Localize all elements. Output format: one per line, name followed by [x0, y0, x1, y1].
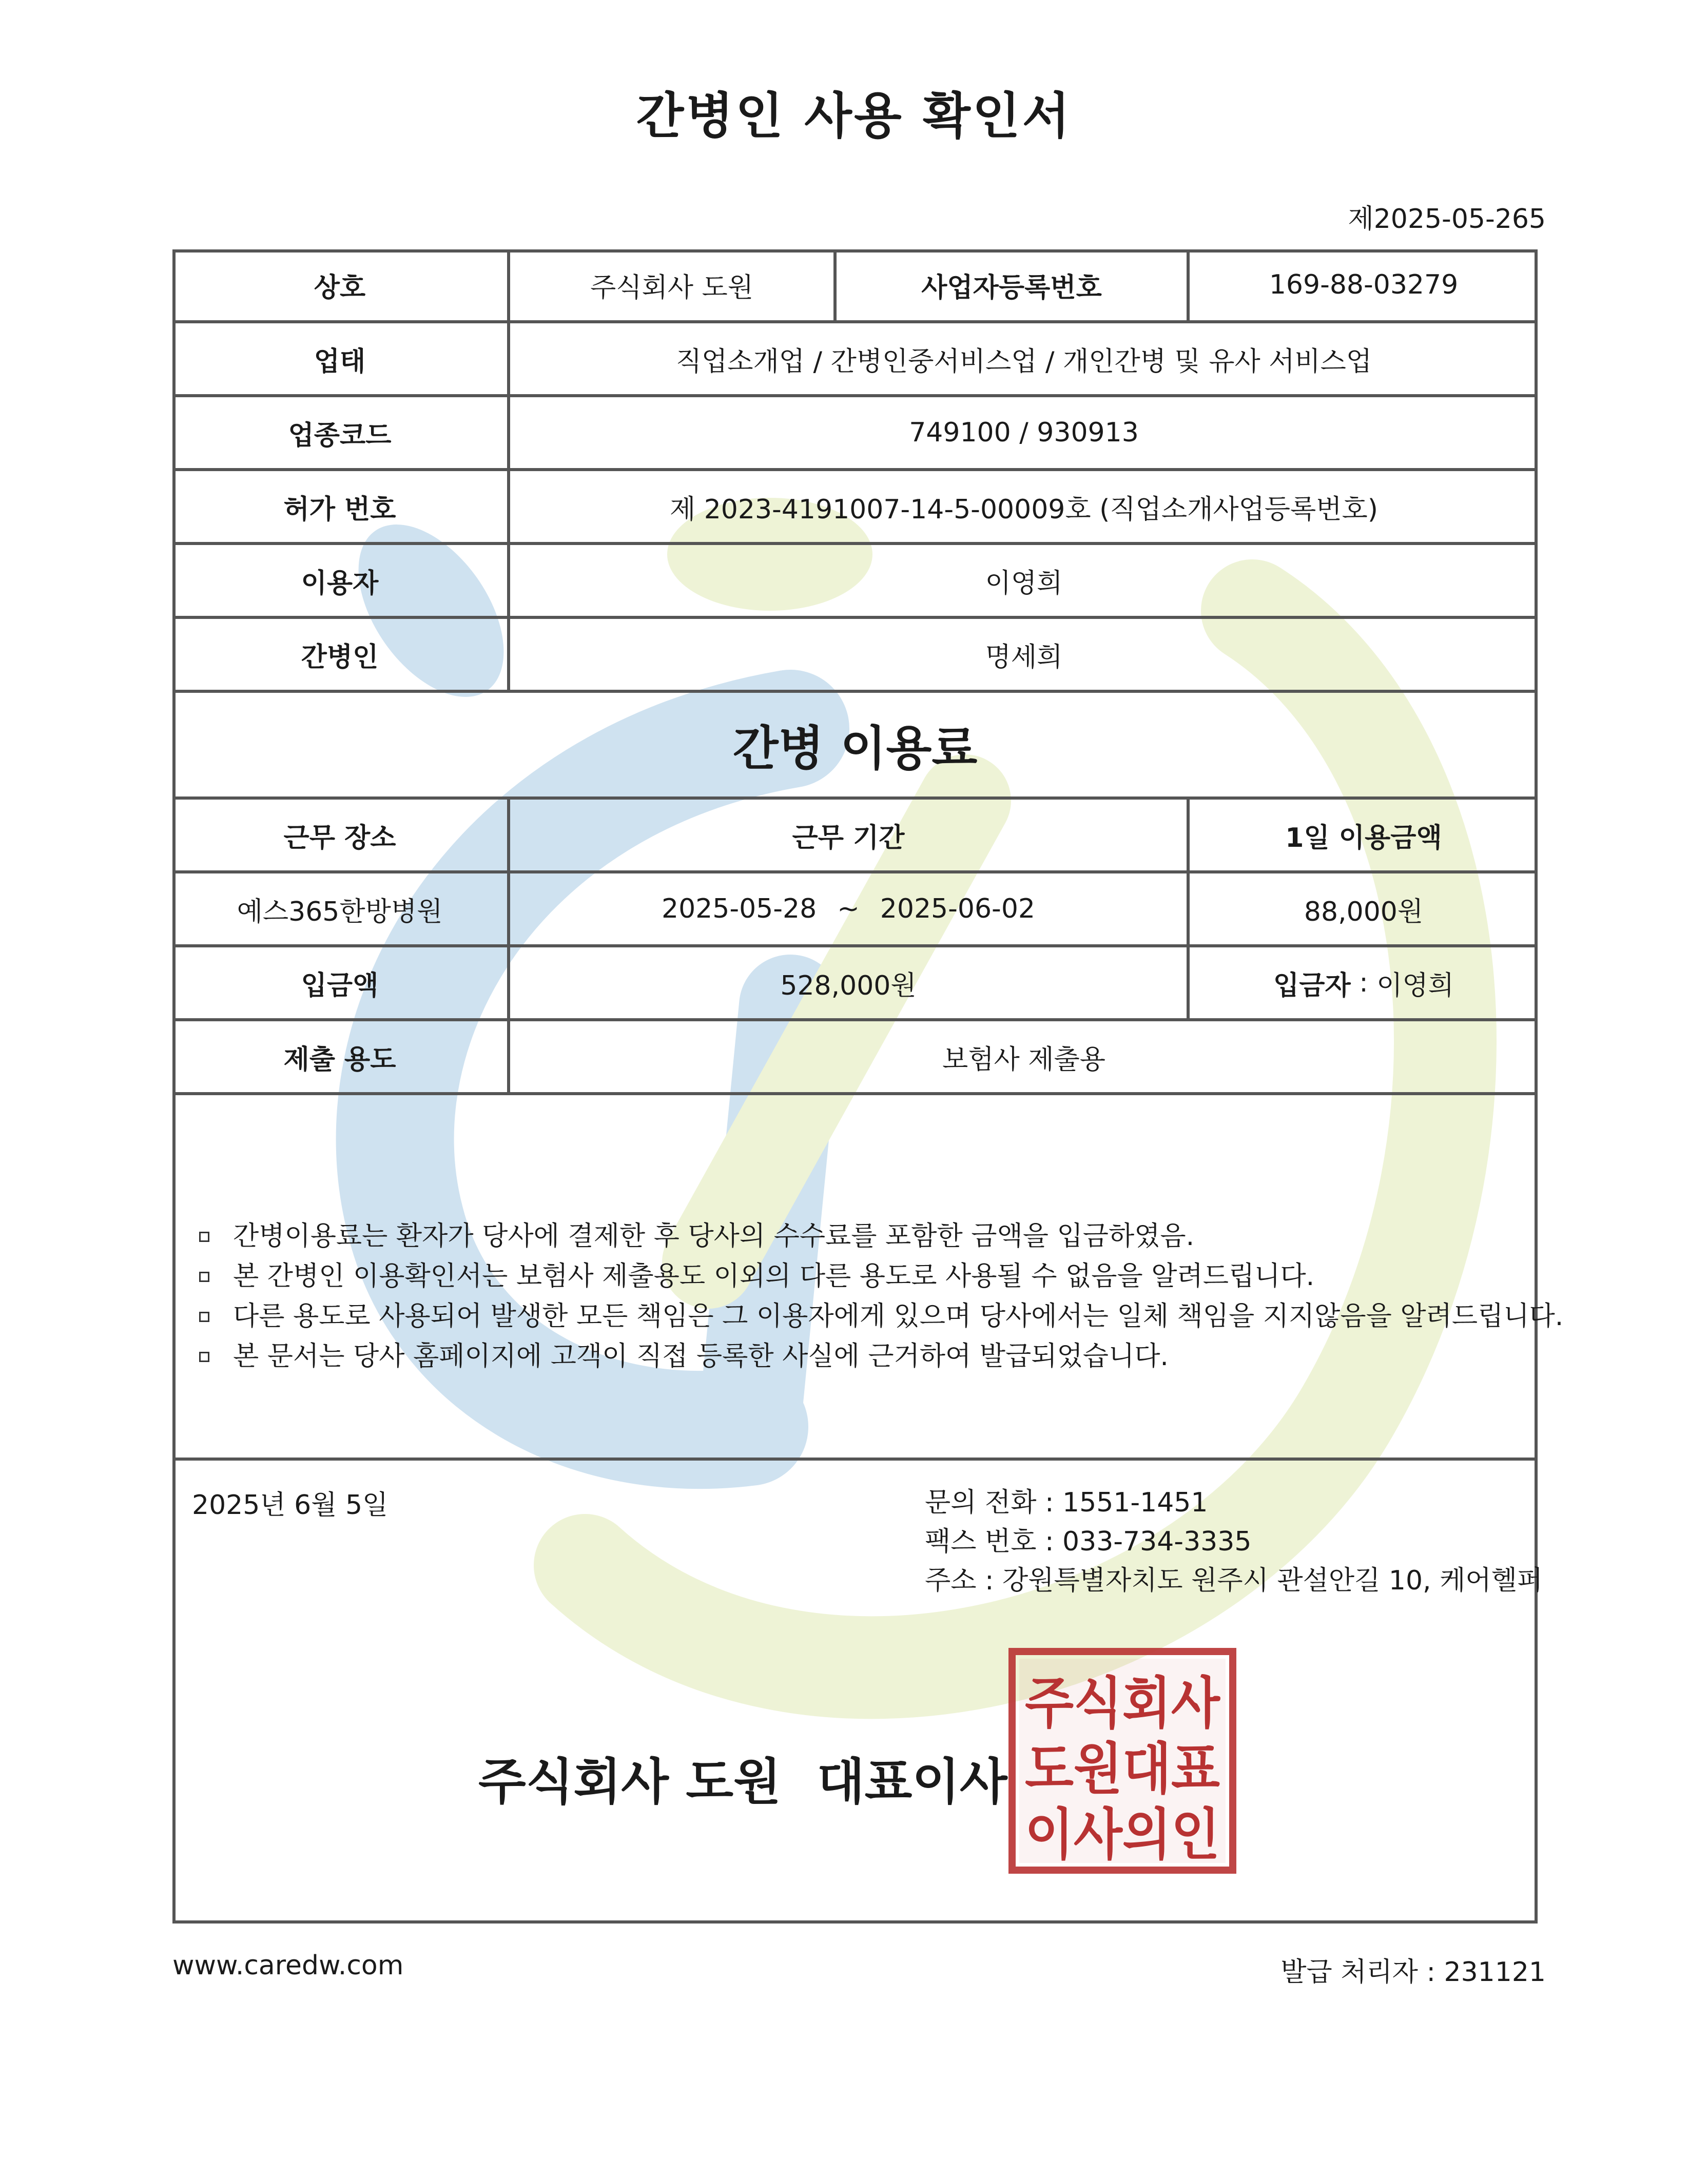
value-depositor: 이영희	[1376, 970, 1454, 1001]
contact-info	[925, 1483, 1543, 1600]
note-text: 다른 용도로 사용되어 발생한 모든 책임은 그 이용자에게 있으며 당사에서는 일체 책임을 지지않음을 알려드립니다.	[233, 1301, 1564, 1332]
signature-company: 주식회사 도원	[478, 1753, 781, 1811]
label-purpose: 제출 용도	[283, 1044, 396, 1075]
value-business-type: 직업소개업 / 간병인중서비스업 / 개인간병 및 유사 서비스업	[507, 323, 1538, 394]
bullet-square-icon	[199, 1232, 209, 1242]
note-item	[172, 1296, 1564, 1336]
value-industry-code: 749100 / 930913	[507, 397, 1538, 468]
label-work-place: 근무 장소	[283, 822, 396, 853]
row-user	[172, 545, 1538, 619]
depositor-separator: :	[1350, 967, 1377, 998]
value-license-no: 제 2023-4191007-14-5-00009호 (직업소개사업등록번호)	[507, 471, 1538, 542]
value-company-name: 주식회사 도원	[507, 249, 833, 320]
issuer-id: 발급 처리자 : 231121	[1280, 1957, 1546, 1988]
company-seal-stamp	[1006, 1645, 1239, 1876]
value-biz-reg-no: 169-88-03279	[1187, 249, 1538, 320]
row-fee-header	[172, 800, 1538, 873]
row-business-type	[172, 323, 1538, 397]
issue-date: 2025년 6월 5일	[192, 1490, 389, 1521]
value-user: 이영희	[507, 545, 1538, 616]
value-purpose: 보험사 제출용	[507, 1021, 1538, 1092]
row-purpose	[172, 1021, 1538, 1095]
value-work-period	[507, 873, 1187, 944]
period-end: 2025-06-02	[880, 893, 1035, 924]
section-divider	[172, 1458, 1538, 1461]
label-user: 이용자	[301, 568, 379, 599]
row-fee-values	[172, 873, 1538, 947]
note-text: 본 문서는 당사 홈페이지에 고객이 직접 등록한 사실에 근거하여 발급되었습니다.	[233, 1341, 1169, 1372]
contact-address: 주소 : 강원특별자치도 원주시 관설안길 10, 케어헬퍼	[925, 1565, 1543, 1596]
notes-list	[172, 1216, 1564, 1376]
row-industry-code	[172, 397, 1538, 471]
period-separator: ~	[837, 893, 860, 924]
signature	[478, 1743, 1007, 1813]
bullet-square-icon	[199, 1352, 209, 1362]
row-deposit	[172, 947, 1538, 1021]
label-daily-amount: 1일 이용금액	[1187, 800, 1538, 870]
document-title: 간병인 사용 확인서	[636, 87, 1072, 145]
value-daily-amount: 88,000원	[1187, 873, 1538, 944]
fee-section-title: 간병 이용료	[732, 721, 978, 776]
label-depositor: 입금자	[1273, 970, 1351, 1001]
label-company-name: 상호	[314, 272, 366, 303]
depositor	[1187, 947, 1538, 1018]
label-business-type: 업태	[314, 346, 366, 377]
signature-title: 대표이사	[817, 1753, 1007, 1811]
note-text: 간병이용료는 환자가 당사에 결제한 후 당사의 수수료를 포함한 금액을 입금하였음.	[233, 1221, 1195, 1252]
svg-text:이사의인: 이사의인	[1025, 1803, 1220, 1867]
label-industry-code: 업종코드	[288, 420, 392, 451]
row-caregiver	[172, 619, 1538, 693]
note-text: 본 간병인 이용확인서는 보험사 제출용도 이외의 다른 용도로 사용될 수 없음을 알려드립니다.	[233, 1261, 1315, 1292]
website-link[interactable]: www.caredw.com	[172, 1950, 404, 1981]
label-work-period: 근무 기간	[507, 800, 1187, 870]
value-deposit-amount: 528,000원	[507, 947, 1187, 1018]
period-start: 2025-05-28	[662, 893, 817, 924]
value-caregiver: 명세희	[507, 619, 1538, 690]
row-fee-title	[172, 693, 1538, 800]
note-item	[172, 1336, 1538, 1376]
note-item	[172, 1256, 1538, 1296]
row-company	[172, 249, 1538, 323]
value-work-place: 예스365한방병원	[237, 896, 443, 927]
bullet-square-icon	[199, 1272, 209, 1282]
svg-text:주식회사: 주식회사	[1025, 1672, 1221, 1736]
info-table	[172, 249, 1538, 1095]
contact-phone: 문의 전화 : 1551-1451	[925, 1487, 1208, 1518]
svg-text:도원대표: 도원대표	[1025, 1737, 1220, 1801]
label-deposit-amount: 입금액	[301, 970, 379, 1001]
contact-fax: 팩스 번호 : 033-734-3335	[925, 1526, 1252, 1557]
label-caregiver: 간병인	[301, 642, 379, 673]
document-number: 제2025-05-265	[1348, 204, 1546, 235]
row-license	[172, 471, 1538, 545]
note-item	[172, 1216, 1538, 1256]
bullet-square-icon	[199, 1312, 209, 1322]
label-license-no: 허가 번호	[283, 494, 396, 525]
label-biz-reg-no: 사업자등록번호	[833, 249, 1187, 320]
